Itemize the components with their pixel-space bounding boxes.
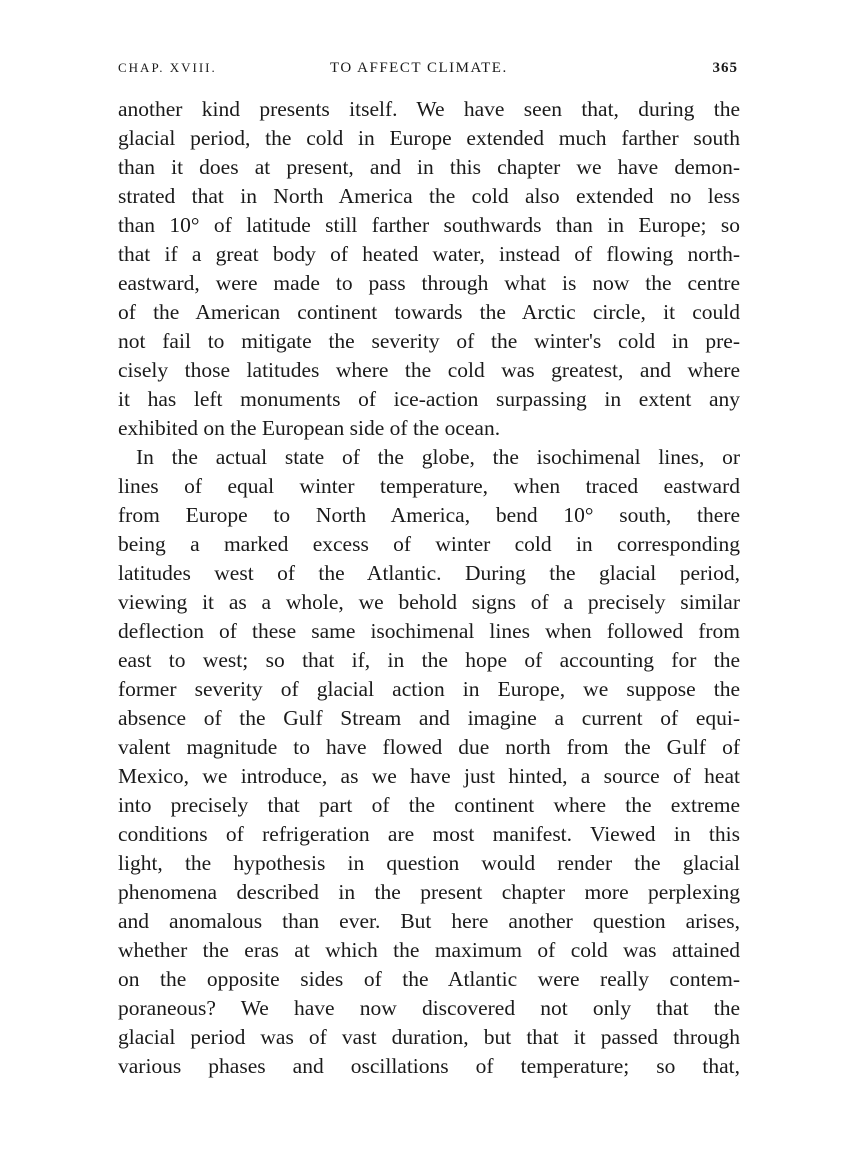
text-line: Mexico, we introduce, as we have just hinted, a source of heat [118,764,740,788]
text-line: lines of equal winter temperature, when traced eastward [118,474,740,498]
text-line: phenomena described in the present chapter more perplexing [118,880,740,904]
text-line: that if a great body of heated water, instead of flowing north- [118,242,740,266]
text-line: from Europe to North America, bend 10° south, there [118,503,740,527]
body-text [118,95,740,1081]
text-line: strated that in North America the cold also extended no less [118,184,740,208]
text-line: valent magnitude to have flowed due north from the Gulf of [118,735,740,759]
text-line: into precisely that part of the continent where the extreme [118,793,740,817]
text-line: being a marked excess of winter cold in corresponding [118,532,740,556]
text-line: than it does at present, and in this chapter we have demon- [118,155,740,179]
text-line: it has left monuments of ice-action surpassing in extent any [118,387,740,411]
text-line: conditions of refrigeration are most manifest. Viewed in this [118,822,740,846]
text-line: not fail to mitigate the severity of the winter's cold in pre- [118,329,740,353]
text-line: glacial period, the cold in Europe extended much farther south [118,126,740,150]
text-line: exhibited on the European side of the ocean. [118,416,501,440]
chapter-label: CHAP. XVIII. [118,60,217,75]
text-line: absence of the Gulf Stream and imagine a current of equi- [118,706,740,730]
text-line: cisely those latitudes where the cold was greatest, and where [118,358,740,382]
text-line: than 10° of latitude still farther southwards than in Europe; so [118,213,740,237]
text-line: on the opposite sides of the Atlantic were really contem- [118,967,740,991]
text-line: light, the hypothesis in question would render the glacial [118,851,740,875]
text-line: former severity of glacial action in Europe, we suppose the [118,677,740,701]
text-line: of the American continent towards the Arctic circle, it could [118,300,740,324]
text-line: latitudes west of the Atlantic. During the glacial period, [118,561,740,585]
paragraph [118,95,740,443]
text-line: viewing it as a whole, we behold signs of a precisely similar [118,590,740,614]
text-line: another kind presents itself. We have seen that, during the [118,97,740,121]
text-line: various phases and oscillations of temperature; so that, [118,1054,740,1078]
running-title: TO AFFECT CLIMATE. [330,60,508,76]
text-line: deflection of these same isochimenal lines when followed from [118,619,740,643]
text-line: whether the eras at which the maximum of cold was attained [118,938,740,962]
running-head [118,60,738,86]
paragraph [118,443,740,1081]
text-line: eastward, were made to pass through what is now the centre [118,271,740,295]
text-line: glacial period was of vast duration, but that it passed through [118,1025,740,1049]
text-line: In the actual state of the globe, the isochimenal lines, or [136,445,740,469]
text-line: and anomalous than ever. But here another question arises, [118,909,740,933]
page-number: 365 [712,60,738,76]
text-line: poraneous? We have now discovered not only that the [118,996,740,1020]
text-line: east to west; so that if, in the hope of accounting for the [118,648,740,672]
